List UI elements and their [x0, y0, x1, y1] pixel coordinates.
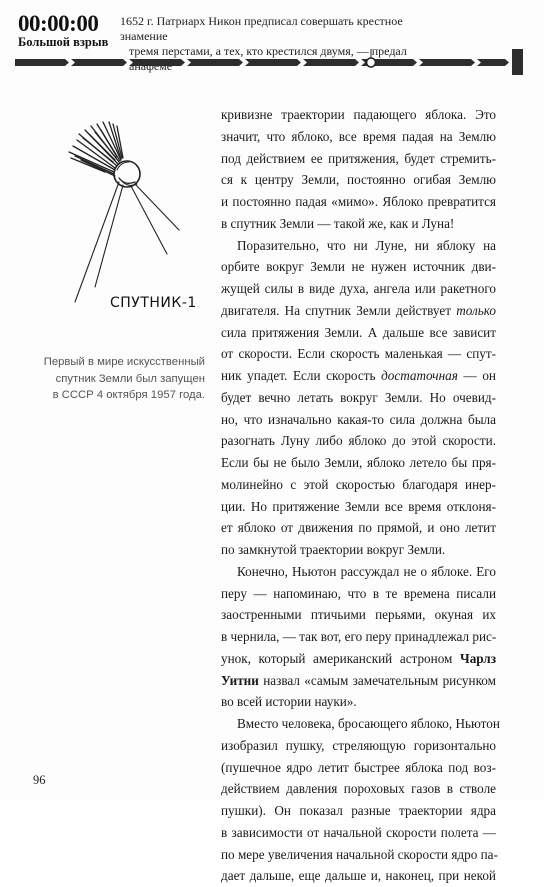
text-run: назвал «самым замечательным рисунком	[258, 672, 496, 688]
bold-name: Чарлз	[460, 650, 496, 666]
text-line: сила притяжения Земли. А дальше все зависит	[221, 324, 496, 340]
text-line: изобразил пушку, стреляющую горизонтально	[221, 737, 496, 753]
text-line: ции. Но притяжение Земли все время отклоня-	[221, 498, 496, 514]
text-line: жущей силы в виде духа, ангела или ракетного	[221, 281, 496, 296]
text-run: ник упадет. Если скорость	[221, 368, 382, 383]
header-era: Большой взрыв	[18, 35, 109, 49]
text-line: (пушечное ядро летит быстрее яблока под воз-	[221, 759, 496, 775]
text-line: заостренными птичьими перьями, окуная их	[221, 607, 496, 623]
text-line	[221, 300, 496, 322]
text-line: но, что изначально какая-то сила должна была	[221, 411, 496, 427]
bold-name: Уитни	[221, 672, 259, 688]
text-line: пушки). Он показал разные траектории ядра	[221, 803, 496, 818]
header-event-line-2: тремя перстами, а тех, кто крестился двумя, — предал	[129, 44, 407, 58]
text-line	[221, 365, 496, 387]
text-line: дает дальше, еще дальше и, наконец, при некой	[221, 868, 496, 884]
text-line: в спутник Земли — такой же, как и Луна!	[221, 215, 455, 231]
emphasis: достаточная	[381, 368, 458, 383]
text-run: — он	[457, 368, 496, 383]
timeline-segments	[15, 59, 509, 66]
timeline-end-block	[512, 49, 523, 75]
text-line: будет вечно летать вокруг Земли. Но очевид-	[221, 389, 496, 405]
caption-line: спутник Земли был запущен	[55, 372, 205, 385]
text-run: двигателя. На спутник Земли действует	[221, 302, 457, 318]
emphasis: только	[456, 302, 496, 318]
text-line: перу — напоминаю, что в те времена писали	[221, 585, 496, 601]
text-line	[221, 648, 496, 670]
text-line: в чернила, — так вот, его перу принадлежал рис-	[221, 629, 497, 644]
text-line: по мере увеличения начальной скорости ядро па-	[221, 846, 498, 862]
text-line: от скорости. Если скорость маленькая — спут-	[221, 346, 496, 362]
header-event-line-1: 1652 г. Патриарх Никон предписал совершать крестное знамение	[120, 14, 403, 43]
text-line	[221, 670, 496, 692]
timeline-bar	[15, 49, 523, 75]
text-line: ет яблоко от движения по прямой, и оно летит	[221, 520, 496, 536]
text-line: молинейно с этой скоростью благодаря инер-	[221, 476, 496, 492]
text-line: разогнать Луну либо яблоко до этой скорости.	[221, 433, 496, 449]
text-line: Вместо человека, бросающего яблоко, Ньютон	[237, 716, 500, 731]
text-line: Конечно, Ньютон рассуждал не о яблоке. Его	[237, 563, 496, 579]
text-line: кривизне траектории падающего яблока. Это	[221, 107, 496, 122]
text-line: во всей истории науки».	[221, 694, 357, 710]
sputnik-sphere	[114, 161, 140, 187]
body-text	[221, 104, 500, 887]
sputnik-label: СПУТНИК-1	[110, 295, 197, 311]
caption-line: в СССР 4 октября 1957 года.	[52, 389, 205, 402]
text-run: унок, который американский астроном	[221, 650, 461, 666]
text-line: в зависимости от начальной скорости полета —	[221, 824, 496, 840]
text-line: по замкнутой траектории вокруг Земли.	[221, 542, 446, 557]
text-line: под действием ее притяжения, будет стремить-	[221, 150, 496, 166]
text-line: действием давления пороховых газов в стволе	[221, 781, 496, 797]
figure-caption	[35, 354, 205, 404]
text-line: Если бы не было Земли, яблоко летело бы пря-	[221, 455, 496, 470]
sputnik-antennas	[75, 182, 179, 302]
text-line: и постоянно падая «мимо». Яблоко превратится	[221, 194, 496, 209]
timeline-marker	[367, 58, 376, 67]
text-line: значит, что яблоко, все время падая на Землю	[221, 128, 496, 144]
text-line: ся к центру Земли, постоянно огибая Землю	[221, 172, 496, 188]
page-number: 96	[33, 773, 46, 787]
text-line: Поразительно, что ни Луне, ни яблоку на	[237, 237, 496, 253]
header-time: 00:00:00	[18, 11, 99, 36]
caption-line: Первый в мире искусственный	[43, 356, 205, 368]
text-line: орбите вокруг Земли не нужен источник дви-	[221, 259, 496, 275]
sputnik-illustration	[55, 112, 185, 312]
